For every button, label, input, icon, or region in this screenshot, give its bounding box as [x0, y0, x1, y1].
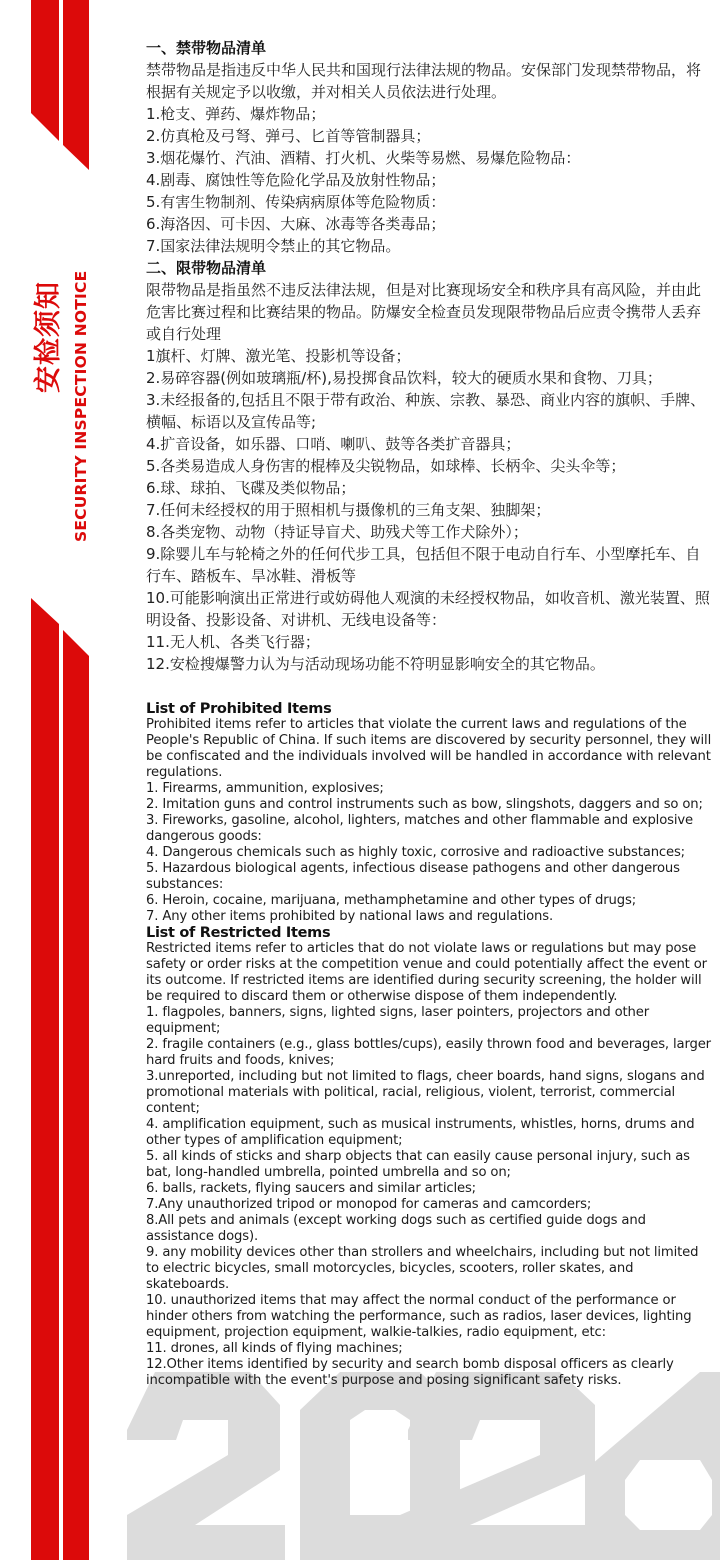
notice-content [146, 37, 712, 1389]
en-prohibited-item: 3. Fireworks, gasoline, alcohol, lighters, matches and other flammable and explosive dangerous goods: [146, 813, 693, 844]
watermark-digit-2 [127, 1372, 285, 1560]
cn-restricted-item: 4.扩音设备，如乐器、口哨、喇叭、鼓等各类扩音器具； [146, 435, 521, 453]
cn-restricted-item: 5.各类易造成人身伤害的棍棒及尖锐物品，如球棒、长柄伞、尖头伞等； [146, 457, 626, 475]
en-restricted-item: 6. balls, rackets, flying saucers and similar articles; [146, 1181, 476, 1196]
en-restricted-item: 1. flagpoles, banners, signs, lighted signs, laser pointers, projectors and other equipment; [146, 1005, 649, 1036]
cn-prohibited-item: 5.有害生物制剂、传染病病原体等危险物质： [146, 193, 446, 211]
watermark-digit-6 [585, 1372, 720, 1560]
cn-restricted-item: 9.除婴儿车与轮椅之外的任何代步工具，包括但不限于电动自行车、小型摩托车、自行车、踏板车、旱冰鞋、滑板等 [146, 545, 701, 585]
en-prohibited-item: 6. Heroin, cocaine, marijuana, methamphetamine and other types of drugs; [146, 893, 636, 908]
cn-prohibited-intro: 禁带物品是指违反中华人民共和国现行法律法规的物品。安保部门发现禁带物品，将根据有关规定予以收缴，并对相关人员依法进行处理。 [146, 61, 702, 101]
en-prohibited-intro: Prohibited items refer to articles that violate the current laws and regulations of the People's Republic of China. If such items are discovered by security personnel, they will be confiscated and the individuals involved will be handled in accordance with relevant regulations. [146, 717, 712, 780]
en-restricted-item: 4. amplification equipment, such as musical instruments, whistles, horns, drums and other types of amplification equipment; [146, 1117, 695, 1148]
en-section [146, 701, 712, 1389]
cn-restricted-item: 10.可能影响演出正常进行或妨碍他人观演的未经授权物品，如收音机、激光装置、照明设备、投影设备、对讲机、无线电设备等： [146, 589, 710, 629]
notice-title-en: SECURITY INSPECTION NOTICE [72, 270, 90, 542]
cn-restricted-item: 8.各类宠物、动物（持证导盲犬、助残犬等工作犬除外）； [146, 523, 528, 541]
cn-prohibited-item: 3.烟花爆竹、汽油、酒精、打火机、火柴等易燃、易爆危险物品： [146, 149, 581, 167]
en-restricted-item: 9. any mobility devices other than strollers and wheelchairs, including but not limited to electric bicycles, small motorcycles, bicycles, scooters, roller skates, and skateboards. [146, 1245, 699, 1292]
cn-restricted-item: 7.任何未经授权的用于照相机与摄像机的三角支架、独脚架； [146, 501, 551, 519]
cn-prohibited-heading: 一、禁带物品清单 [146, 39, 267, 57]
en-restricted-intro: Restricted items refer to articles that do not violate laws or regulations but may pose safety or order risks at the competition venue and could potentially affect the event or its outcome. If restricted items are identified during security screening, the holder will be required to discard them or otherwise dispose of them independently. [146, 941, 707, 1004]
en-prohibited-item: 5. Hazardous biological agents, infectious disease pathogens and other dangerous substances: [146, 861, 680, 892]
en-restricted-item: 2. fragile containers (e.g., glass bottles/cups), easily thrown food and beverages, larger hard fruits and foods, knives; [146, 1037, 711, 1068]
en-prohibited-item: 4. Dangerous chemicals such as highly toxic, corrosive and radioactive substances; [146, 845, 685, 860]
en-prohibited-item: 2. Imitation guns and control instruments such as bow, slingshots, daggers and so on; [146, 797, 703, 812]
cn-restricted-item: 6.球、球拍、飞碟及类似物品； [146, 479, 356, 497]
cn-prohibited-item: 7.国家法律法规明令禁止的其它物品。 [146, 237, 401, 255]
en-prohibited-heading: List of Prohibited Items [146, 701, 332, 717]
cn-prohibited-item: 2.仿真枪及弓弩、弹弓、匕首等管制器具； [146, 127, 431, 145]
cn-restricted-heading: 二、限带物品清单 [146, 259, 267, 277]
notice-title-cn: 安检须知 [33, 281, 64, 393]
cn-prohibited-item: 1.枪支、弹药、爆炸物品； [146, 105, 326, 123]
en-restricted-item: 7.Any unauthorized tripod or monopod for cameras and camcorders; [146, 1197, 592, 1212]
cn-prohibited-item: 4.剧毒、腐蚀性等危险化学品及放射性物品； [146, 171, 446, 189]
cn-restricted-item: 11.无人机、各类飞行器； [146, 633, 320, 651]
en-restricted-item: 8.All pets and animals (except working dogs such as certified guide dogs and assistance dogs). [146, 1213, 646, 1244]
cn-restricted-item: 3.未经报备的,包括且不限于带有政治、种族、宗教、暴恐、商业内容的旗帜、手牌、横幅、标语以及宣传品等; [146, 391, 706, 431]
stripe-top-left [31, 0, 59, 141]
cn-restricted-item: 1旗杆、灯牌、激光笔、投影机等设备； [146, 347, 411, 365]
en-restricted-item: 3.unreported, including but not limited to flags, cheer boards, hand signs, slogans and promotional materials with political, racial, religious, violent, terrorist, commercial content; [146, 1069, 705, 1116]
stripe-bottom-left [31, 598, 59, 1560]
en-restricted-item: 10. unauthorized items that may affect the normal conduct of the performance or hinder others from watching the performance, such as radios, laser devices, lighting equipment, projection equipment, walkie-talkies, radio equipment, etc: [146, 1293, 692, 1340]
cn-restricted-intro: 限带物品是指虽然不违反法律法规，但是对比赛现场安全和秩序具有高风险，并由此危害比赛过程和比赛结果的物品。防爆安全检查员发现限带物品后应责令携带人丢弃或自行处理 [146, 281, 702, 343]
cn-restricted-item: 2.易碎容器(例如玻璃瓶/杯),易投掷食品饮料，较大的硬质水果和食物、刀具； [146, 369, 662, 387]
en-restricted-item: 5. all kinds of sticks and sharp objects that can easily cause personal injury, such as bat, long-handled umbrella, pointed umbrella and so on; [146, 1149, 690, 1180]
cn-section [146, 37, 712, 675]
en-restricted-item: 12.Other items identified by security and search bomb disposal officers as clearly incompatible with the event's purpose and posing significant safety risks. [146, 1357, 674, 1388]
stripe-bottom-right [63, 630, 89, 1560]
cn-prohibited-item: 6.海洛因、可卡因、大麻、冰毒等各类毒品； [146, 215, 446, 233]
en-prohibited-item: 1. Firearms, ammunition, explosives; [146, 781, 384, 796]
cn-restricted-item: 12.安检搜爆警力认为与活动现场功能不符明显影响安全的其它物品。 [146, 655, 605, 673]
en-prohibited-item: 7. Any other items prohibited by national laws and regulations. [146, 909, 553, 924]
en-restricted-item: 11. drones, all kinds of flying machines; [146, 1341, 403, 1356]
red-stripes [0, 0, 120, 1560]
stripe-top-right [63, 0, 89, 170]
en-restricted-heading: List of Restricted Items [146, 925, 331, 941]
